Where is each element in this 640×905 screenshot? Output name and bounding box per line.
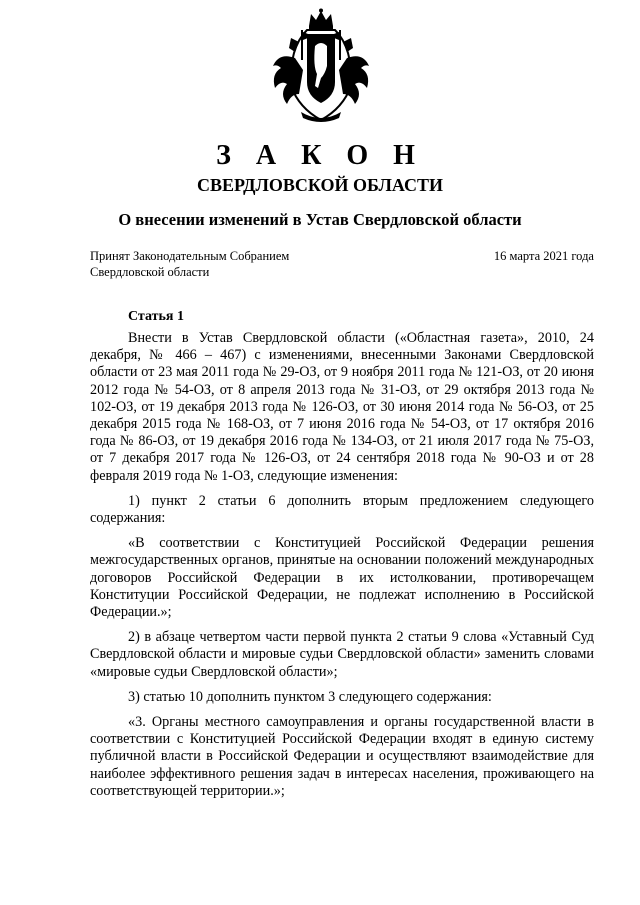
adoption-date: 16 марта 2021 года — [493, 249, 594, 263]
adoption-line-1: Принят Законодательным Собранием — [90, 249, 290, 263]
region-title: СВЕРДЛОВСКОЙ ОБЛАСТИ — [197, 175, 443, 195]
paragraph: 3) статью 10 дополнить пунктом 3 следующего содержания: — [128, 688, 492, 705]
paragraph: Внести в Устав Свердловской области («Областная газета», 2010, 24 декабря, № 466 – 467) с изменениями, внесенными Законами Свердловской области от 23 мая 2011 года № 29-ОЗ, от 9 ноября 2011 года № 121-ОЗ, от 20 июня 2012 года № 54-ОЗ, от 8 апреля 2013 года № 31-ОЗ, от 29 октября 2013 года № 102-ОЗ, от 19 декабря 2013 года № 126-ОЗ, от 30 июня 2014 года № 56-ОЗ, от 25 декабря 2015 года № 168-ОЗ, от 7 июня 2016 года № 54-ОЗ, от 17 октября 2016 года № 86-ОЗ, от 19 декабря 2016 года № 134-ОЗ, от 21 июля 2017 года № 75-ОЗ, от 7 декабря 2017 года № 126-ОЗ, от 24 сентября 2018 года № 90-ОЗ и от 28 февраля 2019 года № 1-ОЗ, следующие изменения: — [90, 330, 594, 484]
adoption-line-2: Свердловской области — [90, 265, 210, 279]
paragraph: 2) в абзаце четвертом части первой пункта 2 статьи 9 слова «Уставный Суд Свердловской области и мировые судьи Свердловской области» заменить словами «мировые судьи Свердловской области»; — [90, 629, 594, 680]
paragraph: «3. Органы местного самоуправления и органы государственной власти в соответствии с Конституцией Российской Федерации входят в единую систему публичной власти в Российской Федерации и осуществляют взаимодействие для наиболее эффективного решения задач в интересах населения, проживающего на соответствующей территории.»; — [90, 714, 594, 799]
paragraph: «В соответствии с Конституцией Российской Федерации решения межгосударственных органов, принятые на основании положений международных договоров Российской Федерации в их истолковании, противоречащем Конституции Российской Федерации, не подлежат исполнению в Российской Федерации.»; — [90, 535, 594, 621]
law-title: З А К О Н — [216, 140, 424, 171]
article-heading: Статья 1 — [128, 309, 184, 324]
document-title: О внесении изменений в Устав Свердловской области — [118, 210, 522, 229]
paragraph: 1) пункт 2 статьи 6 дополнить вторым предложением следующего содержания: — [90, 492, 594, 527]
article-body — [90, 330, 594, 808]
adoption-info — [90, 248, 390, 280]
coat-of-arms-icon — [265, 8, 377, 123]
